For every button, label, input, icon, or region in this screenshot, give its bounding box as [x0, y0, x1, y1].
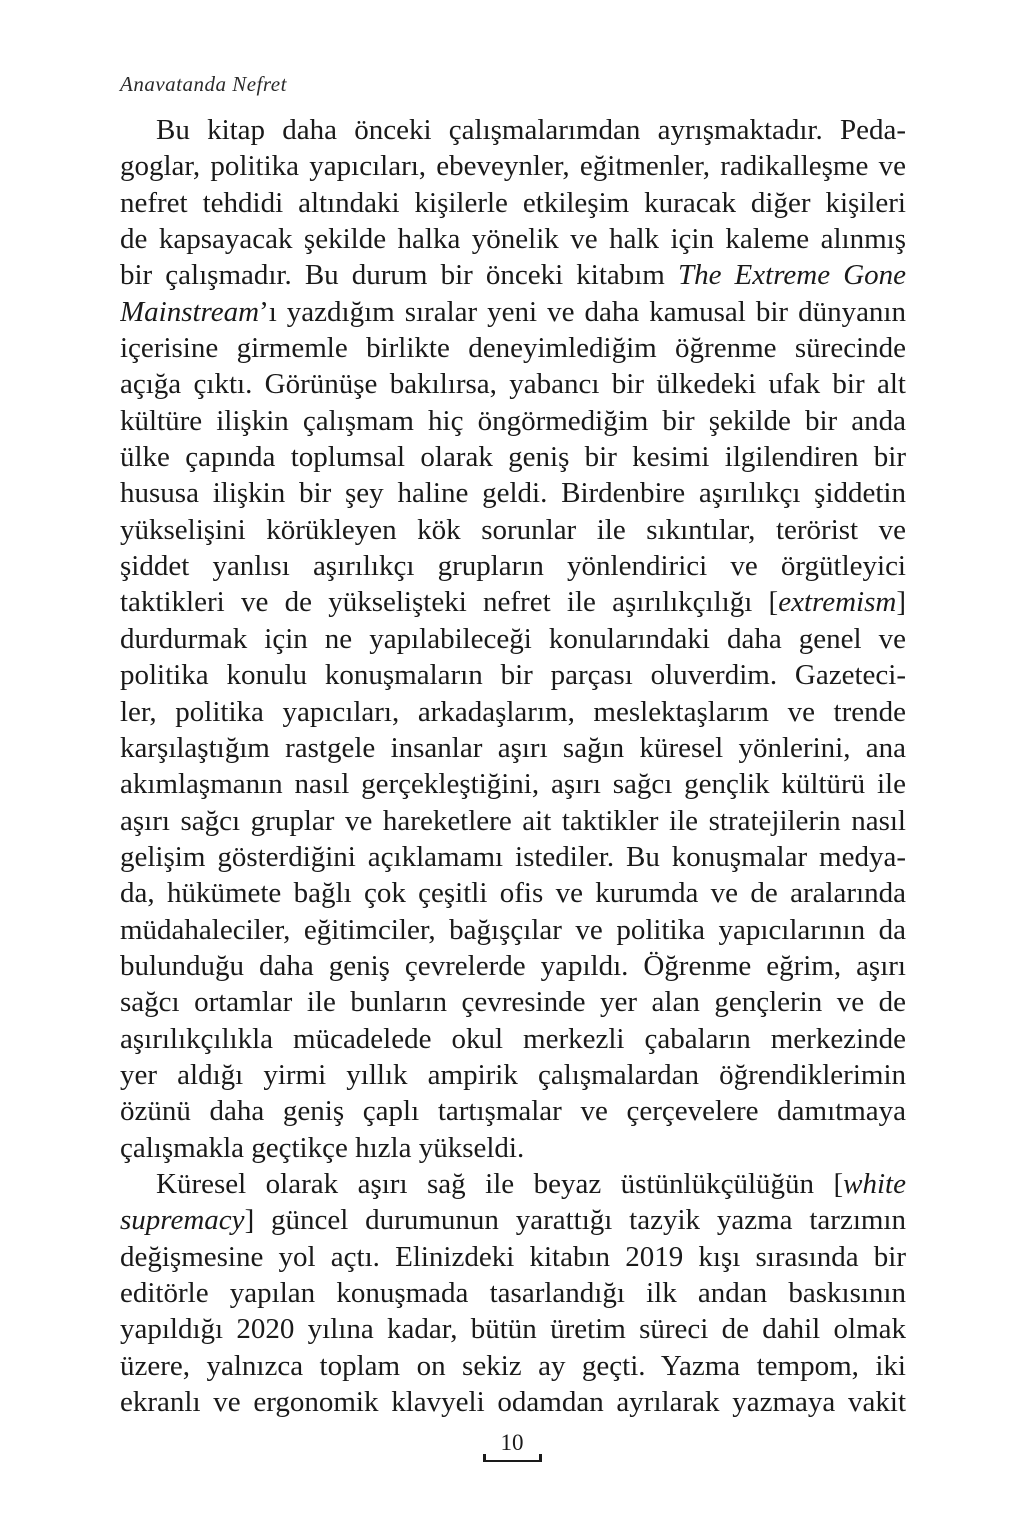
text-line: karşılaştığım rastgele insanlar aşırı sağın küresel yönlerini, ana — [120, 731, 906, 764]
text-line — [120, 257, 906, 293]
text-line: aşırılıkçılıkla mücadelede okul merkezli çabaların merkezinde — [120, 1022, 906, 1055]
paragraph-1 — [120, 112, 906, 1166]
text-line: kültüre ilişkin çalışmam hiç öngörmediğim bir şekilde bir anda — [120, 404, 906, 437]
text-line: şiddet yanlısı aşırılıkçı grupların yönlendirici ve örgütleyici — [120, 550, 906, 583]
text-line: ekranlı ve ergonomik klavyeli odamdan ayrılarak yazmaya vakit — [120, 1386, 906, 1419]
text-line: müdahaleciler, eğitimciler, bağışçılar ve politika yapıcılarının da — [120, 913, 906, 946]
book-title-italic: The Extreme Gone — [677, 259, 906, 292]
text-line: politika konulu konuşmaların bir parçası oluverdim. Gazeteci- — [120, 659, 906, 692]
text-span: Küresel olarak aşırı sağ ile beyaz üstünlükçülüğün [ — [156, 1167, 844, 1200]
text-line: durdurmak için ne yapılabileceği konularındaki daha genel ve — [120, 622, 906, 655]
text-line: aşırı sağcı gruplar ve hareketlere ait taktikler ile stratejilerin nasıl — [120, 804, 906, 837]
text-line: değişmesine yol açtı. Elinizdeki kitabın 2019 kışı sırasında bir — [120, 1240, 906, 1273]
text-line: yükselişini körükleyen kök sorunlar ile sıkıntılar, terörist ve — [120, 513, 906, 546]
text-line: ülke çapında toplumsal olarak geniş bir kesimi ilgilendiren bir — [120, 441, 906, 474]
page-footer — [0, 1430, 1024, 1458]
text-line: da, hükümete bağlı çok çeşitli ofis ve kurumda ve de aralarında — [120, 877, 906, 910]
text-span: ] güncel durumunun yarattığı tazyik yazma tarzımın — [244, 1204, 906, 1237]
running-header-title: Anavatanda Nefret — [120, 72, 287, 96]
page-number: 10 — [500, 1430, 524, 1455]
text-line: Bu kitap daha önceki çalışmalarımdan ayrışmaktadır. Peda- — [156, 114, 906, 146]
text-span: taktikleri ve de yükselişteki nefret ile aşırılıkçılığı [ — [120, 586, 779, 619]
text-line: nefret tehdidi altındaki kişilerle etkileşim kuracak diğer kişileri — [120, 186, 906, 219]
paragraph-2 — [120, 1166, 906, 1420]
term-italic: supremacy — [120, 1204, 245, 1237]
text-line: sağcı ortamlar ile bunların çevresinde yer alan gençlerin ve de — [120, 986, 906, 1019]
text-line — [120, 294, 906, 330]
body-text — [120, 112, 906, 1420]
text-line: de kapsayacak şekilde halka yönelik ve halk için kaleme alınmış — [120, 223, 906, 256]
page-number-block — [483, 1430, 542, 1458]
page-number-underline — [483, 1460, 542, 1462]
text-line: akımlaşmanın nasıl gerçekleştiğini, aşırı sağcı gençlik kültürü ile — [120, 768, 906, 801]
text-line — [120, 584, 906, 620]
text-line: çalışmakla geçtikçe hızla yükseldi. — [120, 1131, 525, 1164]
text-line: yapıldığı 2020 yılına kadar, bütün üretim süreci de dahil olmak — [120, 1313, 906, 1346]
text-line: editörle yapılan konuşmada tasarlandığı ilk andan baskısının — [120, 1277, 906, 1309]
text-line: gelişim gösterdiğini açıklamamı istediler. Bu konuşmalar medya- — [120, 840, 906, 873]
text-line: üzere, yalnızca toplam on sekiz ay geçti. Yazma tempom, iki — [120, 1349, 906, 1382]
text-line: özünü daha geniş çaplı tartışmalar ve çerçevelere damıtmaya — [120, 1095, 906, 1128]
text-line: goglar, politika yapıcıları, ebeveynler, eğitmenler, radikalleşme ve — [120, 150, 906, 183]
text-line: hususa ilişkin bir şey haline geldi. Birdenbire aşırılıkçı şiddetin — [120, 477, 906, 510]
term-italic: extremism — [778, 586, 897, 619]
term-italic: white — [843, 1167, 906, 1200]
text-span: bir çalışmadır. Bu durum bir önceki kitabım — [120, 259, 678, 292]
text-line: yer aldığı yirmi yıllık ampirik çalışmalardan öğrendiklerimin — [120, 1058, 906, 1091]
text-span: ’ı yazdığım sıralar yeni ve daha kamusal bir dünyanın — [259, 295, 906, 328]
text-line — [120, 1166, 906, 1202]
text-line: içerisine girmemle birlikte deneyimlediğim öğrenme sürecinde — [120, 332, 906, 365]
book-title-italic: Mainstream — [120, 295, 260, 328]
text-line: ler, politika yapıcıları, arkadaşlarım, meslektaşlarım ve trende — [120, 695, 906, 728]
text-line: bulunduğu daha geniş çevrelerde yapıldı. Öğrenme eğrim, aşırı — [120, 949, 906, 982]
text-span: ] — [896, 586, 906, 619]
text-line: açığa çıktı. Görünüşe bakılırsa, yabancı bir ülkedeki ufak bir alt — [120, 368, 906, 401]
text-line — [120, 1202, 906, 1238]
